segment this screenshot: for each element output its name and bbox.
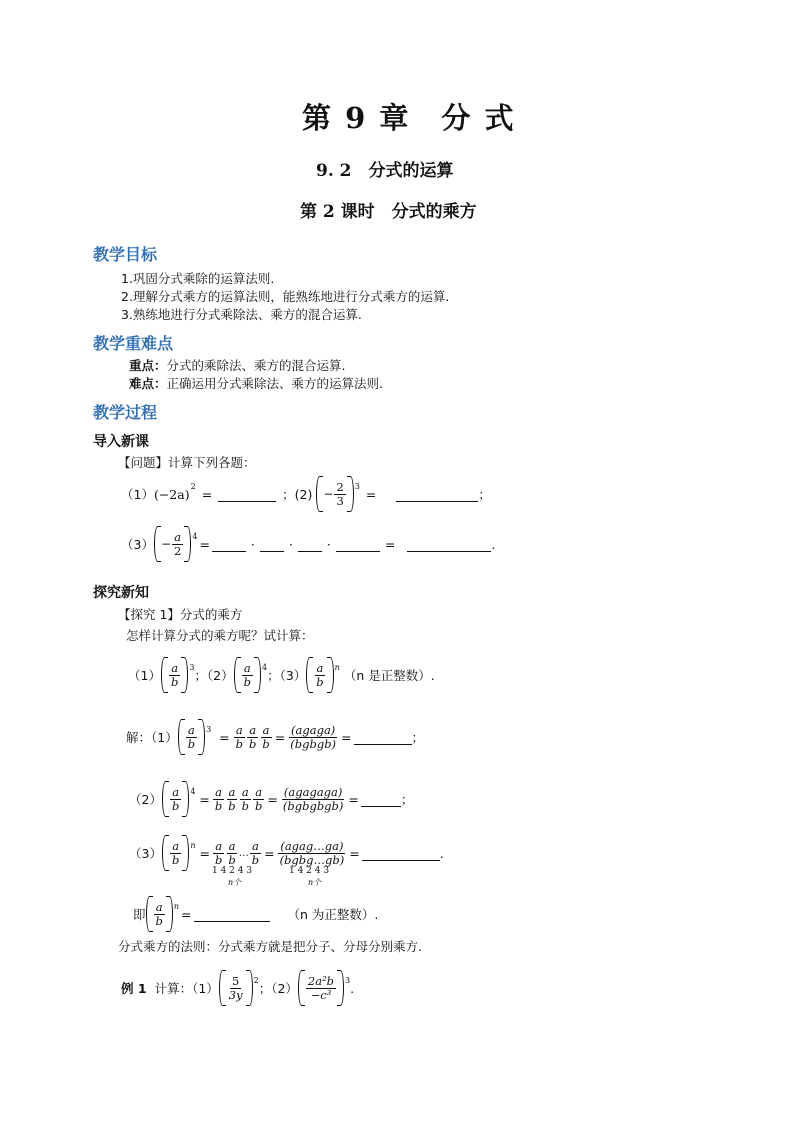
sol2-semicolon: ； — [400, 792, 414, 807]
q2-label: ；(2) — [282, 487, 313, 502]
probe-title: 【探究 1】分式的乘方 — [118, 607, 243, 622]
sol2-eq: = — [199, 791, 210, 807]
sol1-eq: = — [219, 729, 230, 745]
solution-1: 解：（1） $\frac{a}{b}$ 3 = $\frac{a}{b}$ $\frac{a}{b}$ $\frac{a}{b}$ = $\frac{\text{(agaga)}}{\text{(bgbgb)}}$ = ； — [126, 718, 424, 756]
item3-exp: n — [334, 662, 340, 672]
solution-3: （3） $\frac{a}{b}$ n = $\frac{a}{b}$ $\frac{a}{b}$ … $\frac{a}{b}$ = $\frac{\text{(agag…ga)}}{\text{(bgbg…gb)}}$ = . — [129, 834, 444, 872]
probe-items — [128, 656, 435, 694]
hence-row: 即 $\frac{a}{b}$ n = （n 为正整数）. — [133, 895, 378, 933]
sol3-underbrace-right: 1 4 2 4 3 — [289, 866, 330, 876]
q1-blank[interactable] — [218, 487, 276, 502]
difficult-point — [129, 374, 383, 392]
q1-expr: (−2a) — [153, 486, 190, 502]
key-text: 分式的乘除法、乘方的混合运算. — [166, 358, 346, 373]
sol2-eq-3: = — [348, 791, 359, 807]
sol3-eq-3: = — [349, 845, 360, 861]
q3-dot: · — [288, 536, 293, 552]
q2-exp: 3 — [354, 481, 360, 491]
ex2-exp: 3 — [345, 975, 351, 985]
hence-eq: = — [181, 906, 192, 922]
ex1-exp: 2 — [253, 975, 259, 985]
item1-exp: 3 — [189, 662, 195, 672]
sol3-underbrace-left: 1 4 2 4 3 — [212, 866, 253, 876]
sol1-exp: 3 — [206, 724, 212, 734]
probe-prompt: 怎样计算分式的乘方呢？试计算： — [126, 628, 314, 643]
sol1-eq-2: = — [274, 729, 286, 745]
q1-label: （1） — [121, 487, 154, 502]
sol3-product: $\frac{\text{(agag…ga)}}{\text{(bgbg…gb)}}$ — [279, 838, 345, 867]
q3-label: （3） — [121, 537, 154, 552]
sol3-underbrace-left-n: n个 — [228, 878, 242, 887]
item-label: ；（2） — [194, 668, 234, 683]
q2-blank[interactable] — [396, 487, 478, 502]
intro-question: 【问题】计算下列各题： — [118, 455, 256, 470]
goal-item: 1.巩固分式乘除的运算法则. — [121, 271, 275, 286]
sol1-blank[interactable] — [354, 730, 412, 745]
q1-exp: 2 — [190, 481, 196, 491]
section-title: 9. 2 分式的运算 — [316, 161, 454, 181]
hence-exp: n — [173, 901, 180, 911]
q3-period: . — [491, 536, 496, 552]
item-label: ；（3） — [267, 668, 307, 683]
q3-exp: 4 — [192, 531, 198, 541]
item2-exp: 4 — [262, 662, 268, 672]
q3-blank-5[interactable] — [407, 537, 491, 552]
sol3-eq: = — [199, 845, 210, 861]
sol3-eq-2: = — [264, 845, 275, 861]
item1-paren: $\frac{a}{b}$ — [161, 657, 188, 693]
q3-blank-1[interactable] — [212, 537, 246, 552]
q3-blank-3[interactable] — [298, 537, 322, 552]
q3-dot: · — [326, 536, 331, 552]
rule-text: 分式乘方的法则：分式乘方就是把分子、分母分别乘方. — [118, 939, 422, 954]
sol1-semicolon: ； — [411, 730, 425, 745]
sol3-exp: n — [190, 840, 196, 850]
q3-blank-4[interactable] — [336, 537, 380, 552]
example-label: 例 1 — [121, 981, 147, 996]
ex2-label: ；（2） — [258, 981, 298, 996]
sol2-eq-2: = — [267, 791, 278, 807]
sol1-eq-3: = — [341, 729, 352, 745]
solution-label: （3） — [129, 846, 162, 861]
q2-paren: − $\frac{2}{3}$ — [316, 476, 353, 512]
sol1-product: $\frac{\text{(agaga)}}{\text{(bgbgb)}}$ — [290, 722, 337, 751]
q3-dot: · — [250, 536, 255, 552]
item-label: （1） — [128, 668, 161, 683]
key-points-heading: 教学重难点 — [93, 334, 174, 353]
difficult-label: 难点： — [129, 376, 167, 391]
sol3-blank[interactable] — [362, 846, 440, 861]
goal-item: 2.理解分式乘方的运算法则，能熟练地进行分式乘方的运算. — [121, 289, 450, 304]
q3-paren: − $\frac{a}{2}$ — [154, 526, 191, 562]
chapter-title: 第 9 章 分 式 — [302, 101, 516, 135]
solution-label: 解：（1） — [126, 730, 178, 745]
intro-heading: 导入新课 — [93, 434, 149, 450]
key-label: 重点： — [129, 358, 167, 373]
q3-blank-2[interactable] — [260, 537, 284, 552]
hence-label: 即 — [133, 907, 146, 922]
item3-paren: $\frac{a}{b}$ — [306, 657, 333, 693]
sol2-product: $\frac{\text{(agagaga)}}{\text{(bgbgbgb)}}$ — [282, 784, 344, 813]
item2-paren: $\frac{a}{b}$ — [234, 657, 261, 693]
difficult-text: 正确运用分式乘除法、乘方的运算法则. — [166, 376, 383, 391]
solution-label: （2） — [129, 792, 162, 807]
solution-2: （2） $\frac{a}{b}$ 4 = $\frac{a}{b}$ $\frac{a}{b}$ $\frac{a}{b}$ $\frac{a}{b}$ = $\frac{\text{(agagaga)}}{\text{(bgbgbgb)}}$ = ； — [129, 780, 413, 818]
key-point — [129, 356, 346, 374]
hence-blank[interactable] — [194, 907, 270, 922]
sol3-underbrace-right-n: n个 — [308, 878, 322, 887]
sol2-blank[interactable] — [361, 792, 401, 807]
ex-end: . — [350, 980, 355, 996]
q3-fraction: $\frac{a}{2}$ — [174, 529, 182, 558]
q1-eq: = — [201, 486, 213, 502]
lesson-title: 第 2 课时 分式的乘方 — [300, 202, 477, 222]
q3-eq: = — [199, 536, 210, 552]
hence-note: （n 为正整数）. — [287, 907, 379, 922]
item-note: （n 是正整数）. — [343, 668, 435, 683]
explore-heading: 探究新知 — [93, 585, 149, 601]
goal-item: 3.熟练地进行分式乘除法、乘方的混合运算. — [121, 307, 362, 322]
intro-q3 — [121, 526, 495, 562]
example-1: 例 1 计算：（1） $\frac{5}{3y}$ 2 ；（2） $\frac{\text{2a²b}}{\text{−c³}}$ 3 . — [121, 968, 354, 1008]
q2-eq: = — [365, 486, 377, 502]
example-text: 计算：（1） — [154, 981, 219, 996]
goals-heading: 教学目标 — [93, 245, 158, 264]
sol3-period: . — [439, 845, 444, 861]
sol2-exp: 4 — [190, 786, 196, 796]
q2-fraction: $\frac{2}{3}$ — [336, 479, 344, 508]
q2-semicolon: ； — [478, 487, 491, 502]
process-heading: 教学过程 — [93, 403, 158, 422]
q3-eq-2: = — [384, 536, 396, 552]
intro-q1-q2 — [121, 476, 491, 512]
